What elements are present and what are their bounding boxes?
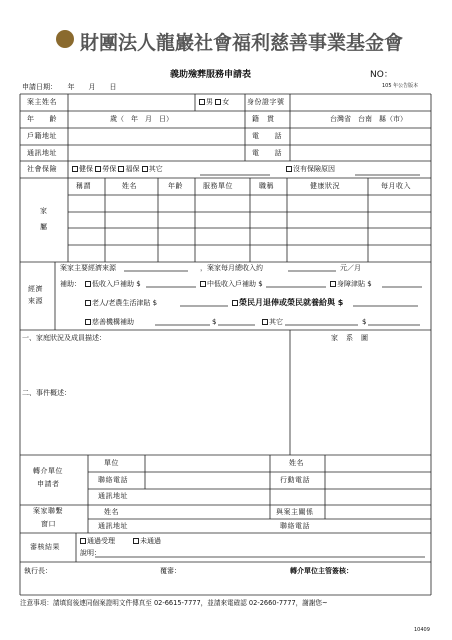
economy-label-2: 來源 <box>28 297 43 305</box>
review-pass-option <box>80 538 115 545</box>
gender-options <box>199 99 229 106</box>
referral-name-label: 姓名 <box>289 459 304 467</box>
labor-insurance-checkbox[interactable] <box>95 166 101 172</box>
contact-label-1: 案家聯繫 <box>33 507 63 515</box>
other-subsidy-option <box>262 319 283 326</box>
review-fail-label: 未通過 <box>140 537 161 545</box>
insurance-label: 社會保險 <box>27 165 57 173</box>
contact-address-label: 通訊地址 <box>98 522 128 530</box>
elderly-label: 老人/老農生活津貼 $ <box>92 299 158 307</box>
household-address-label: 戶籍地址 <box>27 132 57 140</box>
disability-option <box>330 281 372 288</box>
review-pass-checkbox[interactable] <box>80 538 86 544</box>
charity-checkbox[interactable] <box>85 319 91 325</box>
id-number-label: 身份證字號 <box>247 98 285 106</box>
genogram-heading: 家 系 圖 <box>331 334 369 342</box>
low-income-option <box>85 281 141 288</box>
col-title: 職稱 <box>259 182 274 190</box>
gender-male-label: 男 <box>206 98 213 106</box>
contact-label-2: 窗口 <box>41 520 56 528</box>
elderly-checkbox[interactable] <box>85 300 91 306</box>
form-code: 10409 <box>414 627 430 633</box>
referral-phone-label: 聯絡電話 <box>98 476 128 484</box>
subsidy-prefix: 補助： <box>60 280 81 288</box>
org-name: 財團法人龍巖社會福利慈善事業基金會 <box>80 32 404 54</box>
gender-male-checkbox[interactable] <box>199 99 205 105</box>
charity-label: 慈善機構補助 <box>92 318 134 326</box>
contact-relation-label: 與案主關係 <box>276 508 314 516</box>
mid-low-income-option <box>200 281 263 288</box>
referral-label-2: 申請者 <box>37 480 60 488</box>
low-income-label: 低收入戶補助 $ <box>92 280 141 288</box>
contact-phone-label: 聯絡電話 <box>280 522 310 530</box>
referral-mobile-label: 行動電話 <box>280 476 310 484</box>
native-place-label: 籍 貫 <box>252 115 275 123</box>
monthly-income-unit: 元／月 <box>340 264 361 272</box>
family-label-2: 屬 <box>40 223 48 231</box>
supervisor-sign-label: 轉介單位主管簽核： <box>290 567 353 575</box>
no-label: NO： <box>370 70 393 80</box>
veteran-label: 榮民月退俸或榮民就養給與 $ <box>239 298 344 307</box>
other-insurance-checkbox[interactable] <box>142 166 148 172</box>
no-insurance-option <box>286 166 335 173</box>
charity-option <box>85 319 134 326</box>
mailing-address-label: 通訊地址 <box>27 149 57 157</box>
charity-dollar: $ <box>212 318 217 326</box>
review-fail-option <box>133 538 161 545</box>
form-title: 義助殮葬服務申請表 <box>170 70 252 80</box>
exec-sign-label: 執行長： <box>24 567 52 575</box>
family-label-1: 家 <box>40 207 48 215</box>
age-value: 歲（ 年 月 日） <box>110 115 173 123</box>
contact-name-label: 姓名 <box>104 508 119 516</box>
phone-label-2: 電 話 <box>252 149 282 157</box>
elderly-option <box>85 300 157 307</box>
other-subsidy-checkbox[interactable] <box>262 319 268 325</box>
referral-address-label: 通訊地址 <box>98 492 128 500</box>
disability-checkbox[interactable] <box>330 281 336 287</box>
monthly-income: ，案家每月總收入約 <box>200 264 263 272</box>
review-fail-checkbox[interactable] <box>133 538 139 544</box>
low-income-checkbox[interactable] <box>85 281 91 287</box>
no-insurance-checkbox[interactable] <box>286 166 292 172</box>
review-result-label: 審核結果 <box>30 543 60 551</box>
gender-female-checkbox[interactable] <box>215 99 221 105</box>
other-dollar: $ <box>362 318 367 326</box>
economy-label-1: 經濟 <box>28 285 43 293</box>
native-place-value: 台灣省 台南 縣（市） <box>330 115 407 123</box>
family-status-heading: 一、家庭狀況及成員描述： <box>22 334 106 342</box>
health-insurance-checkbox[interactable] <box>72 166 78 172</box>
footer-note: 注意事項：請填寫後連同個案證明文件傳真至 02-6615-7777，並請來電確認 02-2660-7777，謝謝您~ <box>20 599 328 607</box>
welfare-insurance-label: 福保 <box>125 165 140 173</box>
col-income: 每月收入 <box>381 182 411 190</box>
referral-unit-label: 單位 <box>104 459 119 467</box>
insurance-options <box>72 166 163 173</box>
event-summary-heading: 二、事件概述： <box>22 389 71 397</box>
col-health: 健康狀況 <box>310 182 340 190</box>
health-insurance-label: 健保 <box>79 165 93 173</box>
gender-female-label: 女 <box>222 98 230 106</box>
deceased-name-label: 案主姓名 <box>27 98 57 106</box>
age-label: 年 齡 <box>27 115 57 123</box>
other-insurance-label: 其它 <box>148 165 163 173</box>
review-note-label: 說明： <box>80 549 101 557</box>
reviewer-sign-label: 覆審： <box>160 567 181 575</box>
veteran-option <box>232 299 343 307</box>
disability-label: 身障津貼 $ <box>337 280 372 288</box>
col-age: 年齡 <box>168 182 183 190</box>
apply-date: 申請日期： 年 月 日 <box>22 83 117 91</box>
version-label: 105 年公告版本 <box>382 83 419 89</box>
no-insurance-label: 沒有保險原因 <box>293 165 335 173</box>
mid-low-income-checkbox[interactable] <box>200 281 206 287</box>
phone-label-1: 電 話 <box>252 132 282 140</box>
referral-label-1: 轉介單位 <box>33 467 63 475</box>
mid-low-income-label: 中低收入戶補助 $ <box>207 280 263 288</box>
welfare-insurance-checkbox[interactable] <box>118 166 124 172</box>
veteran-checkbox[interactable] <box>232 300 238 306</box>
col-relation: 稱謂 <box>76 182 91 190</box>
col-name: 姓名 <box>122 182 137 190</box>
col-workplace: 服務單位 <box>203 182 233 190</box>
labor-insurance-label: 勞保 <box>102 165 117 173</box>
review-pass-label: 通過受理 <box>87 537 115 545</box>
other-subsidy-label: 其它 <box>269 318 283 326</box>
main-income-source: 案家主要經濟來源 <box>60 264 116 272</box>
